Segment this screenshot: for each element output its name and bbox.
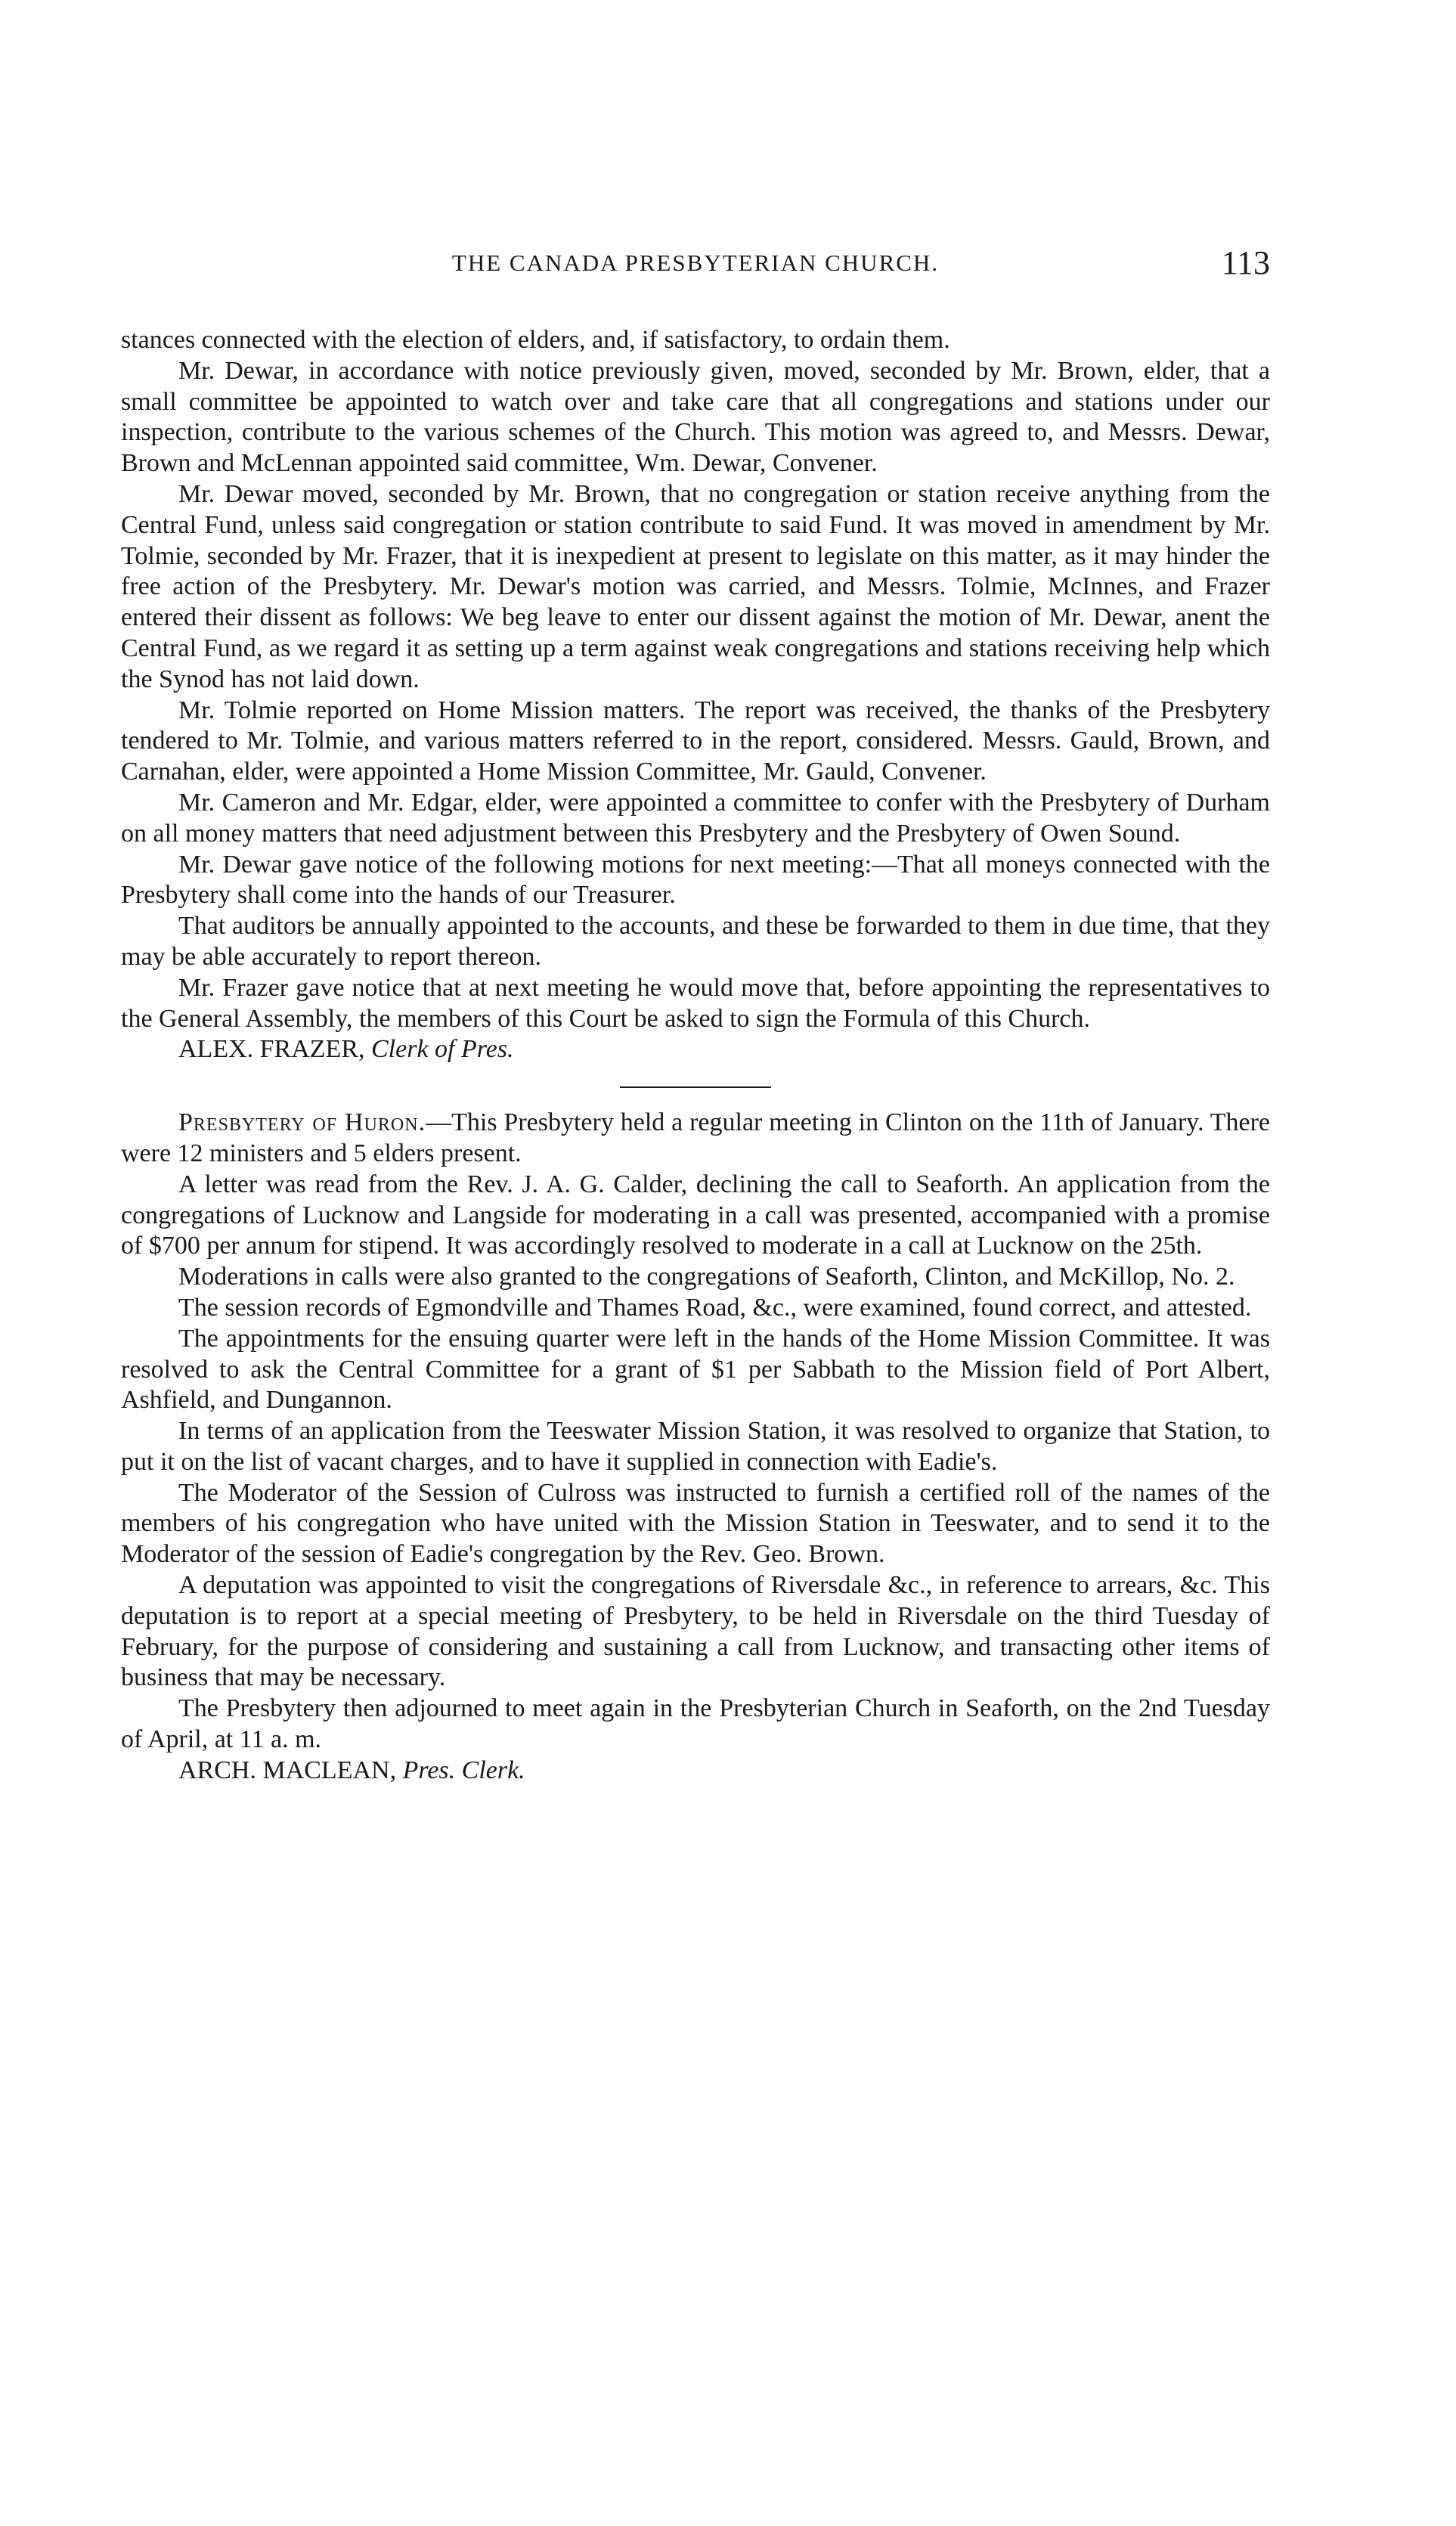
paragraph-lead-text: —This Presbytery held a regular meeting in Clinton on the 11th of January. There were 12 ministers and 5 elders present. — [121, 1108, 1270, 1167]
paragraph: stances connected with the election of elders, and, if satisfactory, to ordain them. — [121, 326, 950, 354]
paragraph: That auditors be annually appointed to the accounts, and these be forwarded to them in due time, that they may be able accurately to report thereon. — [121, 912, 1270, 971]
running-title: THE CANADA PRESBYTERIAN CHURCH. — [451, 250, 940, 276]
section-heading: Presbytery of Huron. — [178, 1108, 426, 1137]
signature-name: ARCH. MACLEAN, — [178, 1756, 397, 1784]
paragraph: In terms of an application from the Teeswater Mission Station, it was resolved to organize that Station, to put it on the list of vacant charges, and to have it supplied in connection with Eadie's. — [121, 1417, 1270, 1476]
signature-role: Pres. Clerk. — [402, 1756, 525, 1784]
signature-name: ALEX. FRAZER, — [178, 1035, 365, 1064]
paragraph: Mr. Frazer gave notice that at next meeting he would move that, before appointing the representatives to the General Assembly, the members of this Court be asked to sign the Formula of this Church. — [121, 973, 1270, 1033]
page-number: 113 — [1221, 244, 1270, 281]
paragraph: The Moderator of the Session of Culross was instructed to furnish a certified roll of the names of the members of his congregation who have united with the Mission Station in Teeswater, and to send it to the Moderator of the session of Eadie's congregation by the Rev. Geo. Brown. — [121, 1478, 1270, 1569]
paragraph-lead — [121, 1108, 1270, 1170]
page-header — [121, 243, 1270, 289]
paragraph: The Presbytery then adjourned to meet again in the Presbyterian Church in Seaforth, on the 2nd Tuesday of April, at 11 a. m. — [121, 1694, 1270, 1754]
signature-maclean — [121, 1756, 1270, 1787]
paragraph: Mr. Dewar moved, seconded by Mr. Brown, that no congregation or station receive anything from the Central Fund, unless said congregation or station contribute to said Fund. It was moved in amendment by Mr. Tolmie, seconded by Mr. Frazer, that it is inexpedient at present to legislate on this matter, as it may hinder the free action of the Presbytery. Mr. Dewar's motion was carried, and Messrs. Tolmie, McInnes, and Frazer entered their dissent as follows: We beg leave to enter our dissent against the motion of Mr. Dewar, anent the Central Fund, as we regard it as setting up a term against weak congregations and stations receiving help which the Synod has not laid down. — [121, 479, 1270, 693]
paragraph: Mr. Tolmie reported on Home Mission matters. The report was received, the thanks of the Presbytery tendered to Mr. Tolmie, and various matters referred to in the report, considered. Messrs. Gauld, Brown, and Carnahan, elder, were appointed a Home Mission Committee, Mr. Gauld, Convener. — [121, 696, 1270, 786]
signature-role: Clerk of Pres. — [371, 1035, 514, 1064]
paragraph: The appointments for the ensuing quarter were left in the hands of the Home Mission Committee. It was resolved to ask the Central Committee for a grant of $1 per Sabbath to the Mission field of Port Albert, Ashfield, and Dungannon. — [121, 1324, 1270, 1415]
paragraph: Moderations in calls were also granted to the congregations of Seaforth, Clinton, and McKillop, No. 2. — [178, 1263, 1235, 1291]
paragraph: Mr. Cameron and Mr. Edgar, elder, were appointed a committee to confer with the Presbytery of Durham on all money matters that need adjustment between this Presbytery and the Presbytery of Owen Sound. — [121, 788, 1270, 848]
paragraph: Mr. Dewar, in accordance with notice previously given, moved, seconded by Mr. Brown, elder, that a small committee be appointed to watch over and take care that all congregations and stations under our inspection, contribute to the various schemes of the Church. This motion was agreed to, and Messrs. Dewar, Brown and McLennan appointed said committee, Wm. Dewar, Convener. — [121, 356, 1270, 478]
body-text — [121, 325, 1270, 1787]
paragraph: The session records of Egmondville and Thames Road, &c., were examined, found correct, and attested. — [178, 1293, 1252, 1322]
paragraph: A deputation was appointed to visit the congregations of Riversdale &c., in reference to arrears, &c. This deputation is to report at a special meeting of Presbytery, to be held in Riversdale on the third Tuesday of February, for the purpose of considering and sustaining a call from Lucknow, and transacting other items of business that may be necessary. — [121, 1571, 1270, 1692]
signature-frazer — [121, 1034, 1270, 1065]
paragraph: Mr. Dewar gave notice of the following motions for next meeting:—That all moneys connected with the Presbytery shall come into the hands of our Treasurer. — [121, 850, 1270, 910]
section-divider — [620, 1086, 771, 1088]
paragraph: A letter was read from the Rev. J. A. G. Calder, declining the call to Seaforth. An application from the congregations of Lucknow and Langside for moderating in a call was presented, accompanied with a promise of $700 per annum for stipend. It was accordingly resolved to moderate in a call at Lucknow on the 25th. — [121, 1170, 1270, 1260]
